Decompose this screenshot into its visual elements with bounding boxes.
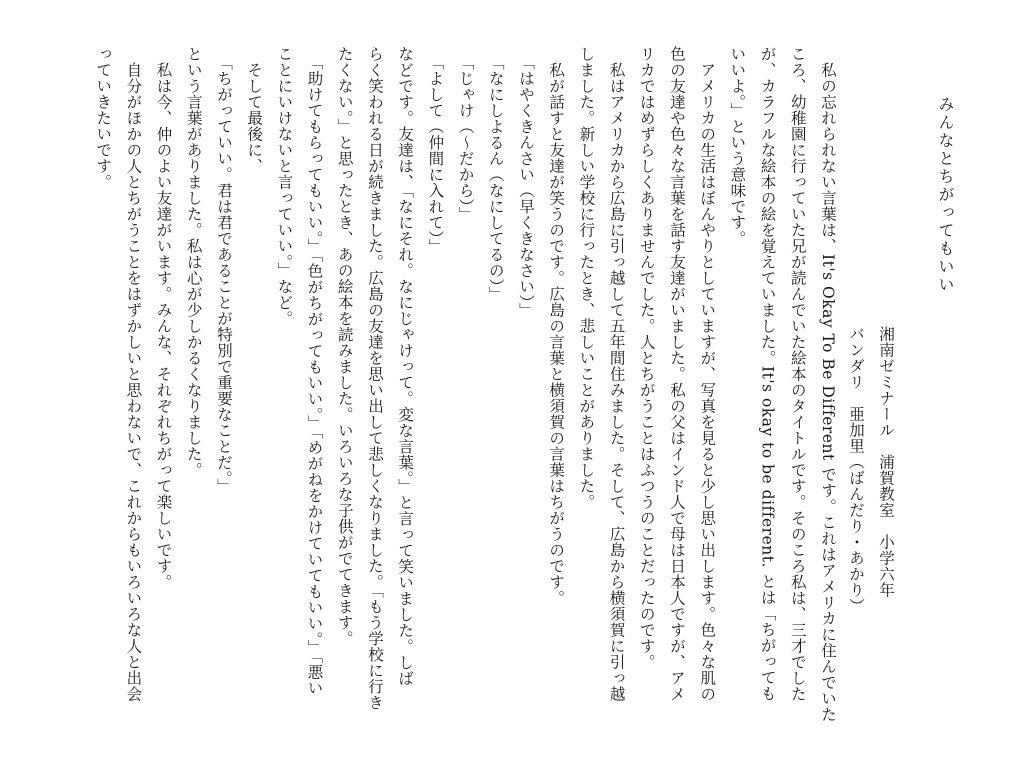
body-line: 私が話すと友達が笑うのです。広島の言葉と横須賀の言葉はちがうのです。 xyxy=(547,46,566,606)
body-line: アメリカの生活はぼんやりとしていますが、写真を見ると少し思い出します。色々な肌の xyxy=(698,46,717,702)
body-line: という言葉がありました。私は心が少しかるくなりました。 xyxy=(184,46,203,478)
body-line: 「よして（仲間に入れて）」 xyxy=(426,46,445,255)
body-line: などです。友達は、「なにそれ。なにじゃけって。変な言葉。」と言って笑いました。しば xyxy=(396,46,415,687)
body-line: しました。新しい学校に行ったとき、悲しいことがありました。 xyxy=(577,46,596,510)
body-line: 「ちがっていい。君は君であることが特別で重要なことだ。」 xyxy=(214,46,233,495)
body-line: たくない。」と思ったとき、あの絵本を読みました。いろいろな子供がでてきます。 xyxy=(335,46,354,647)
body-line: 「じゃけ（〜だから）」 xyxy=(456,46,475,223)
body-line: 色の友達や色々な言葉を話す友達がいました。私の父はインド人で母は日本人ですが、アメ xyxy=(667,46,686,702)
body-line: 私の忘れられない言葉は、It's Okay To Be Different です。これはアメリカに住んでいた xyxy=(819,46,837,723)
body-line: 自分がほかの人とちがうことをはずかしいと思わないで、これからもいろいろな人と出会 xyxy=(124,46,143,702)
body-line: いいよ。」という意味です。 xyxy=(728,46,747,247)
body-line: リカではめずらしくありませんでした。人とちがうことはふつうのことだったのです。 xyxy=(637,46,656,670)
essay-title: みんなとちがってもいい xyxy=(936,96,955,294)
body-line: 「なにしよるん（なにしてるの）」 xyxy=(486,46,505,303)
essay-body xyxy=(88,46,843,722)
body-line: 私はアメリカから広島に引っ越して五年間住みました。そして、広島から横須賀に引っ越 xyxy=(607,46,626,702)
byline-school: 湘南ゼミナール 浦賀教室 小学六年 xyxy=(877,326,895,598)
body-line: ことにいけないと言っていい。」など。 xyxy=(275,46,294,327)
body-line: 「助けてもらってもいい。」「色がちがってもいい。」「めがねをかけていてもいい。」「悪い xyxy=(305,46,324,696)
body-line: らく笑われる日が続きました。広島の友達を思い出して悲しくなりました。「もう学校に行き xyxy=(365,46,384,711)
body-line: が、カラフルな絵本の絵を覚えていました。It's okay to be different. とは「ちがっても xyxy=(758,46,777,702)
body-line: 「はやくきんさい（早くきなさい）」 xyxy=(516,46,535,319)
body-line: 私は今、仲のよい友達がいます。みんな、それぞれちがって楽しいです。 xyxy=(154,46,173,590)
byline-author: バンダリ 亜加里（ばんだり・あかり） xyxy=(847,326,865,614)
body-line: っていきたいです。 xyxy=(94,46,113,190)
body-line: ころ、幼稚園に行っていた兄が読んでいた絵本のタイトルです。そのころ私は、三才でした xyxy=(788,46,807,702)
body-line: そして最後に、 xyxy=(245,46,264,174)
